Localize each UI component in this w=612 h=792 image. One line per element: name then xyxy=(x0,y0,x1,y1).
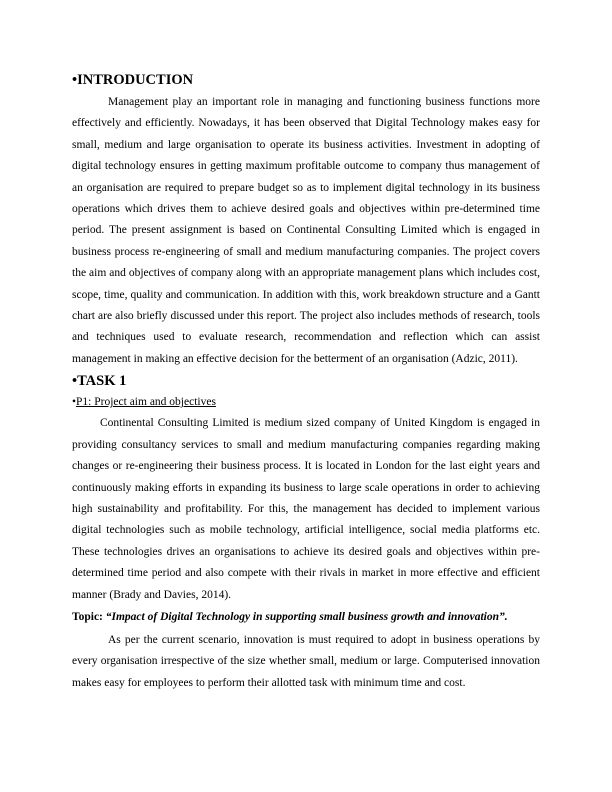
introduction-heading-text: INTRODUCTION xyxy=(77,72,194,88)
task1-heading xyxy=(72,371,540,391)
document-page xyxy=(72,70,540,694)
p1-heading xyxy=(72,392,540,413)
topic-line xyxy=(72,606,540,628)
bullet-icon: • xyxy=(72,396,77,409)
bullet-icon: • xyxy=(72,72,78,88)
scenario-paragraph: As per the current scenario, innovation is must required to adopt in business operations by every organisation irrespective of the size whether small, medium or large. Computerised innovation makes easy for employees to perform their allotted task with minimum time and cost. xyxy=(72,633,540,689)
bullet-icon: • xyxy=(72,373,78,390)
topic-text: “Impact of Digital Technology in supporting small business growth and innovation”. xyxy=(105,610,508,623)
task1-heading-text: TASK 1 xyxy=(77,373,127,390)
p1-heading-text: P1: Project aim and objectives xyxy=(76,396,216,409)
introduction-heading xyxy=(72,70,540,90)
introduction-paragraph: Management play an important role in managing and functioning business functions more effectively and efficiently. Nowadays, it has been observed that Digital Technology makes easy for small, medium and large organisation to operate its business activities. Investment in adopting of digital technology ensures in getting maximum profitable outcome to company thus management of an organisation are required to prepare budget so as to implement digital technology in its business operations which drives them to achieve desired goals and objectives within pre-determined time period. The present assignment is based on Continental Consulting Limited which is engaged in business process re-engineering of small and medium manufacturing companies. The project covers the aim and objectives of company along with an appropriate management plans which includes cost, scope, time, quality and communication. In addition with this, work breakdown structure and a Gantt chart are also briefly discussed under this report. The project also includes methods of research, tools and techniques used to evaluate research, recommendation and reflection which can assist management in making an effective decision for the betterment of an organisation (Adzic, 2011). xyxy=(72,96,540,365)
topic-label: Topic: xyxy=(72,610,103,623)
task1-paragraph: Continental Consulting Limited is medium sized company of United Kingdom is engaged in providing consultancy services to small and medium manufacturing companies regarding making changes or re-engineering their business process. It is located in London for the last eight years and continuously making efforts in expanding its business to large scale operations in order to achieving high sustainability and profitability. For this, the management has decided to implement various digital technologies such as mobile technology, artificial intelligence, social media platforms etc. These technologies drives an organisations to achieve its desired goals and objectives within pre-determined time period and also compete with their rivals in market in more effective and efficient manner (Brady and Davies, 2014). xyxy=(72,417,540,601)
